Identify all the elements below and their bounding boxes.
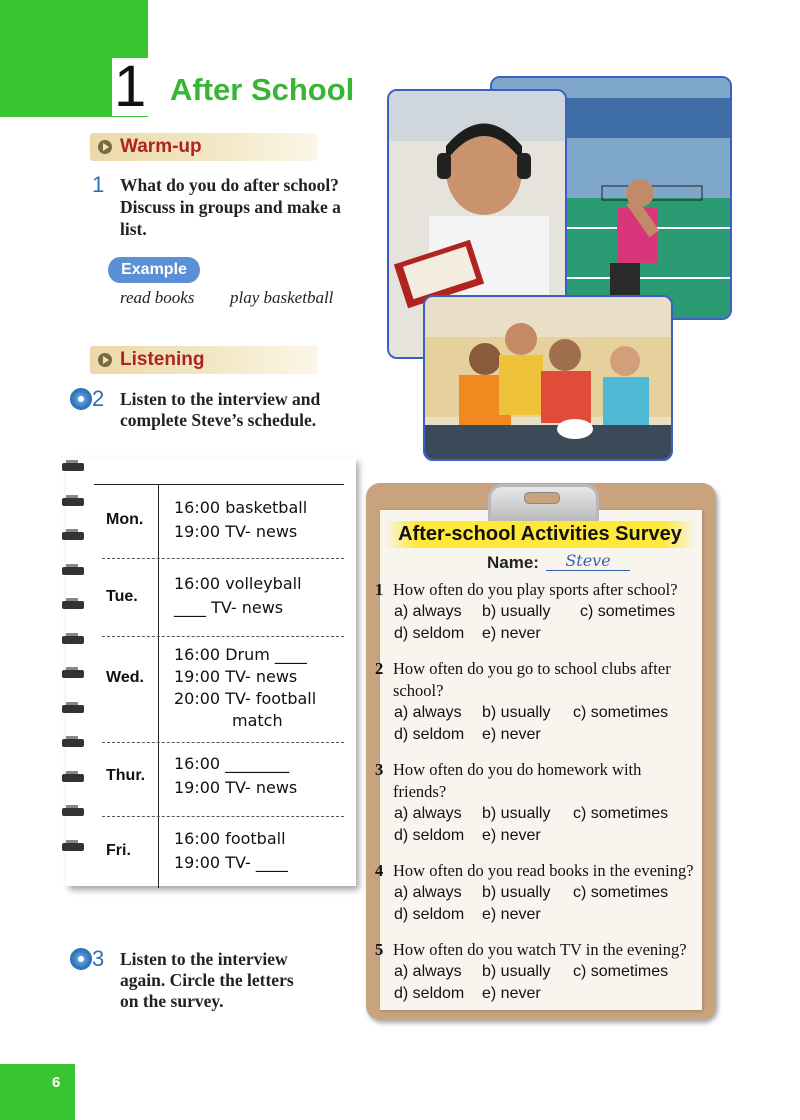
survey-option[interactable]: c) sometimes	[573, 884, 669, 901]
schedule-entry: 19:00 TV- news	[174, 667, 298, 686]
chevron-icon	[98, 140, 112, 154]
survey-option[interactable]: e) never	[482, 906, 541, 923]
schedule-notebook	[66, 458, 356, 886]
unit-title: After School	[170, 72, 355, 107]
schedule-entry: 16:00 basketball	[174, 498, 308, 517]
survey-question-number: 3	[375, 760, 384, 779]
page-number: 6	[52, 1074, 61, 1091]
listening-heading: Listening	[120, 349, 205, 370]
spiral-ring	[62, 774, 84, 782]
schedule-entry: 16:00 volleyball	[174, 574, 302, 593]
survey-question-text: How often do you read books in the evening?	[393, 861, 694, 880]
survey-question-number: 5	[375, 940, 384, 959]
schedule-day-wed: Wed.	[106, 669, 144, 686]
audio-cd-icon[interactable]	[70, 948, 92, 970]
survey-question-text: school?	[393, 681, 444, 700]
question-2-number: 2	[92, 386, 105, 411]
spiral-ring	[62, 463, 84, 471]
question-1-line-2: Discuss in groups and make a	[120, 197, 341, 217]
spiral-ring	[62, 705, 84, 713]
spiral-ring	[62, 739, 84, 747]
photo-friends-tv	[423, 295, 673, 461]
schedule-row-divider	[102, 816, 344, 817]
audio-cd-icon[interactable]	[70, 388, 92, 410]
survey-question-text: How often do you do homework with	[393, 760, 642, 779]
page-number-tab	[0, 1064, 75, 1120]
schedule-entry: 19:00 TV- news	[174, 522, 298, 541]
schedule-day-fri: Fri.	[106, 842, 131, 859]
spiral-ring	[62, 567, 84, 575]
clip-hole	[524, 492, 560, 504]
spiral-ring	[62, 670, 84, 678]
question-3-line-3: on the survey.	[120, 991, 224, 1011]
question-3-line-1: Listen to the interview	[120, 949, 288, 969]
warmup-banner	[90, 133, 318, 161]
unit-number: 1	[114, 54, 147, 119]
schedule-column-rule	[158, 484, 159, 888]
survey-option[interactable]: e) never	[482, 985, 541, 1002]
question-1-line-3: list.	[120, 219, 147, 239]
friends-watching-tv-image	[425, 297, 671, 459]
survey-option[interactable]: c) sometimes	[573, 805, 669, 822]
spiral-ring	[62, 498, 84, 506]
survey-option[interactable]: b) usually	[482, 805, 551, 822]
survey-question-number: 1	[375, 580, 384, 599]
schedule-entry: 19:00 TV- news	[174, 778, 298, 797]
survey-question-text: How often do you play sports after school?	[393, 580, 678, 599]
schedule-day-mon: Mon.	[106, 511, 144, 528]
survey-option[interactable]: b) usually	[482, 603, 551, 620]
question-1-line-1: What do you do after school?	[120, 175, 339, 195]
survey-option[interactable]: a) always	[394, 884, 462, 901]
question-1-number: 1	[92, 172, 105, 197]
survey-option[interactable]: c) sometimes	[580, 603, 676, 620]
survey-question-text: How often do you go to school clubs after	[393, 659, 671, 678]
schedule-row-divider	[102, 636, 344, 637]
survey-option[interactable]: d) seldom	[394, 625, 465, 642]
survey-option[interactable]: b) usually	[482, 704, 551, 721]
chevron-icon	[98, 353, 112, 367]
survey-title: After-school Activities Survey	[385, 521, 695, 548]
schedule-entry: 16:00 football	[174, 829, 286, 848]
survey-option[interactable]: a) always	[394, 805, 462, 822]
schedule-row-divider	[102, 558, 344, 559]
survey-option[interactable]: d) seldom	[394, 985, 465, 1002]
survey-option[interactable]: a) always	[394, 963, 462, 980]
survey-question-text: How often do you watch TV in the evening?	[393, 940, 687, 959]
schedule-blank-entry[interactable]: 19:00 TV- ____	[174, 853, 288, 872]
survey-option[interactable]: e) never	[482, 827, 541, 844]
warmup-heading: Warm-up	[120, 136, 202, 157]
survey-option[interactable]: c) sometimes	[573, 704, 669, 721]
survey-option[interactable]: b) usually	[482, 963, 551, 980]
survey-option[interactable]: a) always	[394, 704, 462, 721]
spiral-ring	[62, 601, 84, 609]
spiral-ring	[62, 532, 84, 540]
question-3-line-2: again. Circle the letters	[120, 970, 294, 990]
schedule-day-thur: Thur.	[106, 767, 146, 784]
survey-name-value[interactable]: Steve	[546, 551, 630, 571]
survey-option[interactable]: e) never	[482, 726, 541, 743]
schedule-entry: 20:00 TV- football	[174, 689, 317, 708]
schedule-blank-entry[interactable]: ____ TV- news	[174, 598, 284, 617]
spiral-ring	[62, 808, 84, 816]
survey-option[interactable]: d) seldom	[394, 726, 465, 743]
survey-option[interactable]: a) always	[394, 603, 462, 620]
survey-option[interactable]: e) never	[482, 625, 541, 642]
survey-option[interactable]: d) seldom	[394, 906, 465, 923]
schedule-top-rule	[94, 484, 344, 485]
question-2-line-1: Listen to the interview and	[120, 389, 321, 409]
schedule-entry: match	[232, 711, 283, 730]
example-item-2: play basketball	[230, 288, 334, 307]
schedule-blank-entry[interactable]: 16:00 ________	[174, 754, 290, 773]
survey-option[interactable]: c) sometimes	[573, 963, 669, 980]
listening-banner	[90, 346, 318, 374]
question-2-line-2: complete Steve’s schedule.	[120, 410, 317, 430]
survey-question-number: 2	[375, 659, 384, 678]
schedule-day-tue: Tue.	[106, 588, 138, 605]
spiral-ring	[62, 636, 84, 644]
survey-name-label: Name:	[487, 553, 539, 572]
schedule-row-divider	[102, 742, 344, 743]
schedule-blank-entry[interactable]: 16:00 Drum ____	[174, 645, 307, 664]
survey-question-number: 4	[375, 861, 384, 880]
survey-question-text: friends?	[393, 782, 447, 801]
survey-option[interactable]: d) seldom	[394, 827, 465, 844]
survey-option[interactable]: b) usually	[482, 884, 551, 901]
question-3-number: 3	[92, 946, 105, 971]
example-item-1: read books	[120, 288, 195, 307]
spiral-ring	[62, 843, 84, 851]
example-badge: Example	[108, 257, 200, 283]
